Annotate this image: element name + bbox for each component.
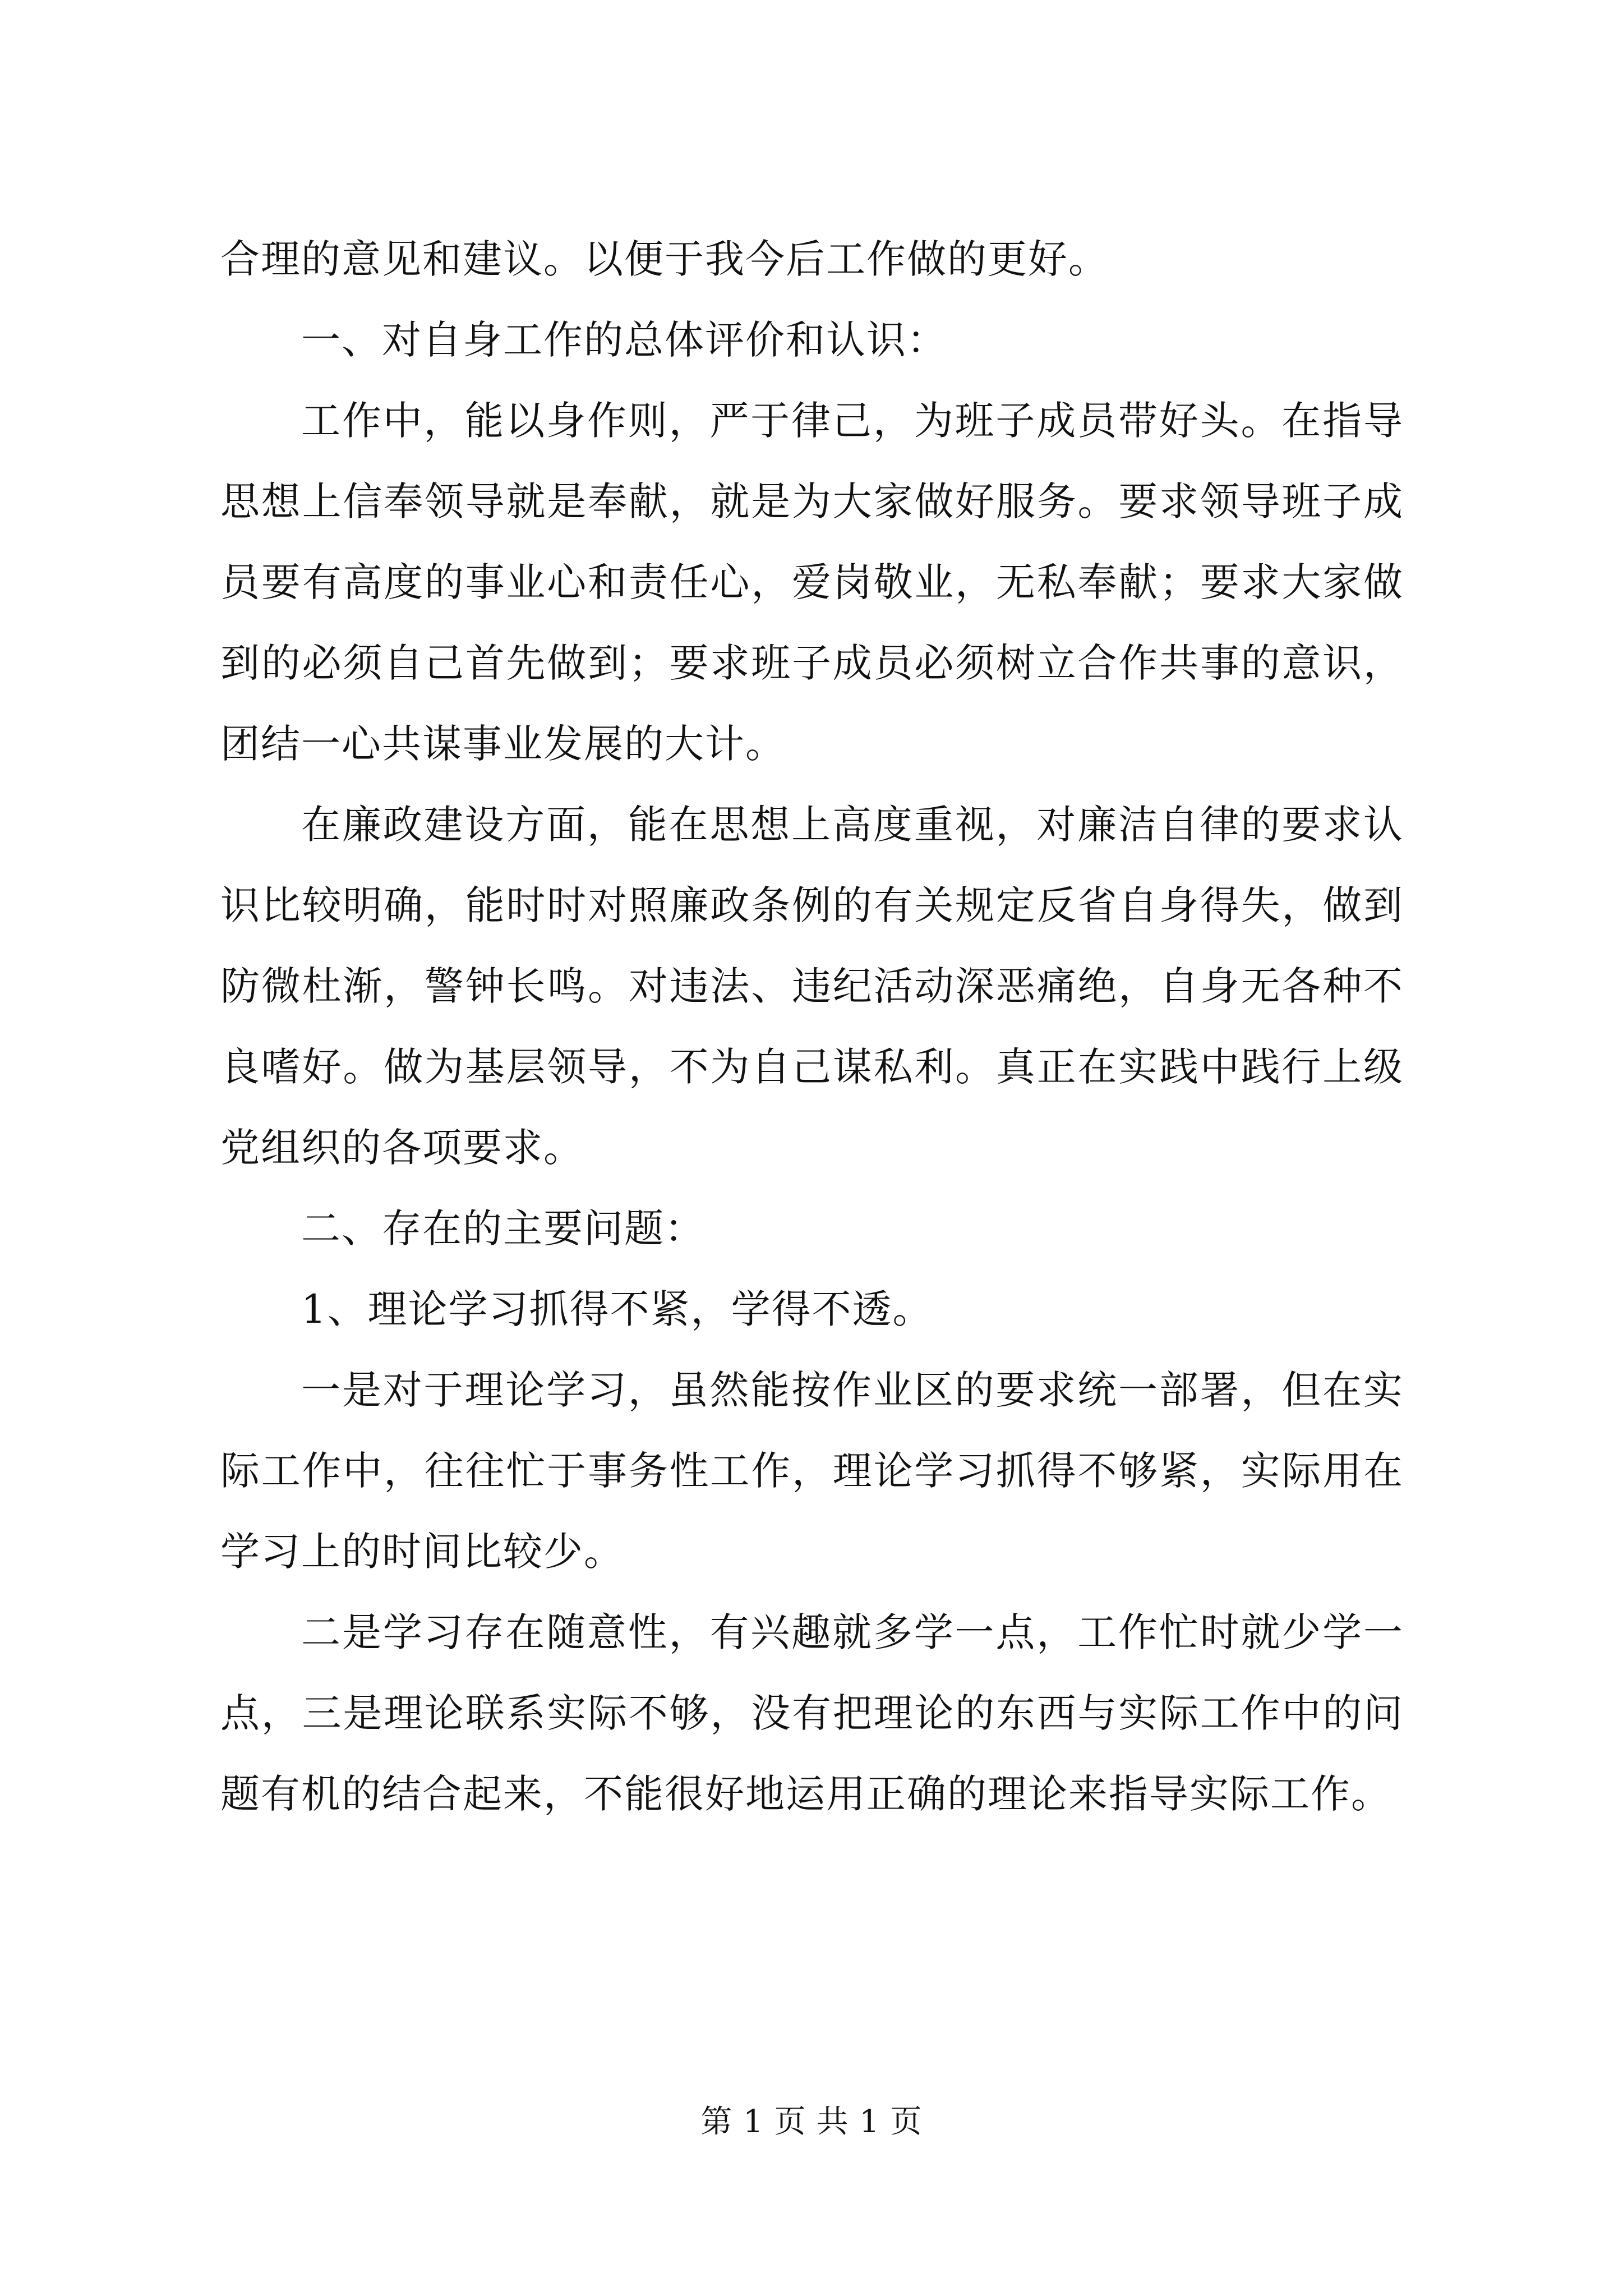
paragraph-5: 二是学习存在随意性，有兴趣就多学一点，工作忙时就少学一点，三是理论联系实际不够，没有把理论的东西与实际工作中的问题有机的结合起来，不能很好地运用正确的理论来指导实际工作。 bbox=[220, 1609, 1404, 1817]
paragraph-3: 在廉政建设方面，能在思想上高度重视，对廉洁自律的要求认识比较明确，能时时对照廉政条例的有关规定反省自身得失，做到防微杜渐，警钟长鸣。对违法、违纪活动深恶痛绝，自身无各种不良嗜好。做为基层领导，不为自己谋私利。真正在实践中践行上级党组织的各项要求。 bbox=[220, 802, 1404, 1171]
document-body bbox=[220, 219, 1404, 1834]
section-heading-1: 一、对自身工作的总体评价和认识： bbox=[301, 317, 947, 363]
subheading-1: 1、理论学习抓得不紧，学得不透。 bbox=[301, 1286, 933, 1332]
section-heading-2: 二、存在的主要问题： bbox=[301, 1205, 705, 1251]
page-footer: 第 1 页 共 1 页 bbox=[700, 2104, 923, 2140]
paragraph-1: 合理的意见和建议。以便于我今后工作做的更好。 bbox=[220, 236, 1109, 282]
paragraph-2: 工作中，能以身作则，严于律己，为班子成员带好头。在指导思想上信奉领导就是奉献，就是为大家做好服务。要求领导班子成员要有高度的事业心和责任心，爱岗敬业，无私奉献；要求大家做到的必须自己首先做到；要求班子成员必须树立合作共事的意识，团结一心共谋事业发展的大计。 bbox=[220, 398, 1404, 767]
paragraph-4: 一是对于理论学习，虽然能按作业区的要求统一部署，但在实际工作中，往往忙于事务性工作，理论学习抓得不够紧，实际用在学习上的时间比较少。 bbox=[220, 1367, 1404, 1575]
